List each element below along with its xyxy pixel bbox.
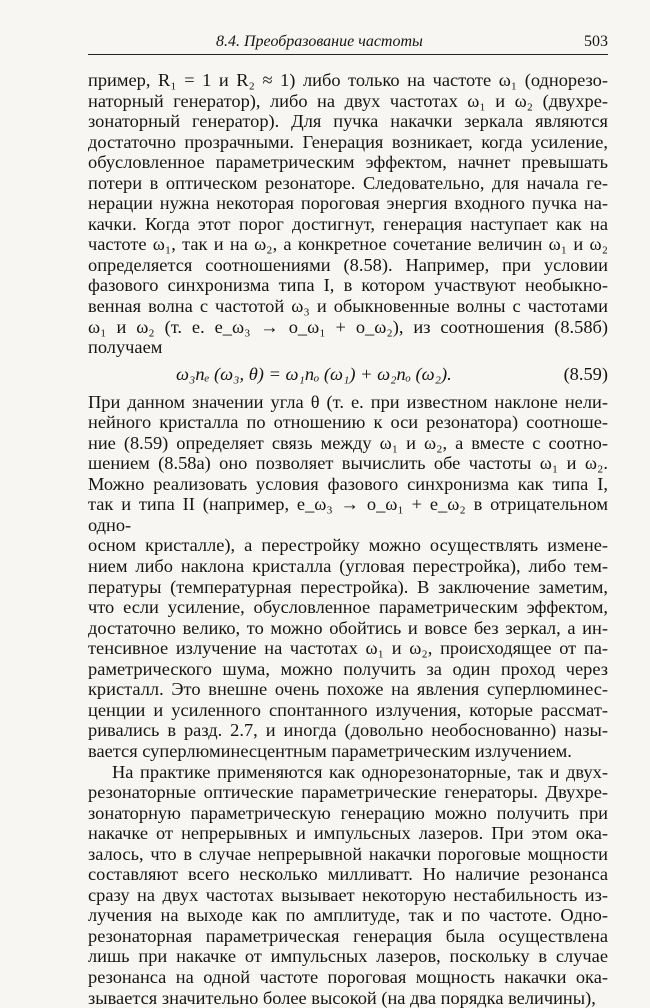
text-line: нейного кристалла по отношению к оси резонатора) соотноше- (88, 412, 608, 433)
text-line: Можно реализовать условия фазового синхронизма как типа I, (88, 474, 608, 495)
equation-number: (8.59) (564, 364, 608, 385)
text-line: достаточно прозрачными. Генерация возникает, когда усиление, (88, 132, 608, 153)
text-line: ривались в разд. 2.7, и иногда (довольно необоснованно) назы- (88, 720, 608, 741)
text-line: нием либо наклона кристалла (угловая перестройка), либо тем- (88, 556, 608, 577)
text-line: тенсивное излучение на частотах ω₁ и ω₂, происходящее от па- (88, 638, 608, 659)
text-line: частоте ω₁, так и на ω₂, а конкретное сочетание величин ω₁ и ω₂ (88, 234, 608, 255)
text-line: резонаторные оптические параметрические генераторы. Двухре- (88, 782, 608, 803)
paragraph-2 (88, 392, 608, 762)
text-line: венная волна с частотой ω₃ и обыкновенные волны с частотами (88, 296, 608, 317)
page-number: 503 (584, 33, 608, 51)
text-line: так и типа II (например, e_ω₃ → o_ω₁ + e_ω₂ в отрицательном одно- (88, 494, 608, 535)
text-line: лучения на выходе как по амплитуде, так и по частоте. Одно- (88, 905, 608, 926)
text-line: зонаторную параметрическую генерацию можно получить при (88, 803, 608, 824)
text-line: При данном значении угла θ (т. е. при известном наклоне нели- (88, 392, 608, 413)
text-line: нерации нужна некоторая пороговая энергия входного пучка на- (88, 193, 608, 214)
text-line: залось, что в случае непрерывной накачки пороговые мощности (88, 844, 608, 865)
text-line: резонанса на одной частоте пороговая мощность накачки ока- (88, 967, 608, 988)
text-line: сразу на двух частотах вызывает некоторую нестабильность из- (88, 885, 608, 906)
text-line: лишь при накачке от импульсных лазеров, поскольку в случае (88, 946, 608, 967)
text-line: осном кристалле), а перестройку можно осуществлять измене- (88, 535, 608, 556)
text-line: потери в оптическом резонаторе. Следовательно, для начала ге- (88, 173, 608, 194)
text-line: раметрического шума, можно получить за один проход через (88, 659, 608, 680)
running-title: 8.4. Преобразование частоты (216, 33, 423, 51)
text-line: резонаторная параметрическая генерация была осуществлена (88, 926, 608, 947)
text-line: ценции и усиленного спонтанного излучения, которые рассмат- (88, 700, 608, 721)
text-line: фазового синхронизма типа I, в котором участвуют необыкно- (88, 275, 608, 296)
text-line: На практике применяются как однорезонаторные, так и двух- (88, 762, 608, 783)
equation-row (88, 358, 608, 392)
text-line: ω₁ и ω₂ (т. е. e_ω₃ → o_ω₁ + o_ω₂), из соотношения (8.58б) получаем (88, 317, 608, 358)
text-line: достаточно велико, то можно обойтись и вовсе без зеркал, а ин- (88, 618, 608, 639)
text-line: что если усиление, обусловленное параметрическим эффектом, (88, 597, 608, 618)
text-line: пературы (температурная перестройка). В заключение заметим, (88, 577, 608, 598)
page-header (88, 30, 608, 55)
text-line: кристалл. Это внешне очень похоже на явления суперлюминес- (88, 679, 608, 700)
text-line: наторный генератор), либо на двух частотах ω₁ и ω₂ (двухре- (88, 91, 608, 112)
text-line: шением (8.58а) оно позволяет вычислить обе частоты ω₁ и ω₂. (88, 453, 608, 474)
paragraph-1 (88, 70, 608, 358)
text-line: вается суперлюминесцентным параметрическим излучением. (88, 741, 608, 762)
text-line: качки. Когда этот порог достигнут, генерация наступает как на (88, 214, 608, 235)
text-line: накачке от непрерывных и импульсных лазеров. При этом ока- (88, 823, 608, 844)
text-line: пример, R₁ = 1 и R₂ ≈ 1) либо только на частоте ω₁ (однорезо- (88, 70, 608, 91)
text-line: зывается значительно более высокой (на два порядка величины), (88, 988, 608, 1008)
text-line: ние (8.59) определяет связь между ω₁ и ω₂, а вместе с соотно- (88, 433, 608, 454)
body-text (88, 70, 608, 1008)
text-line: составляют всего несколько милливатт. Но наличие резонанса (88, 864, 608, 885)
paragraph-3 (88, 762, 608, 1008)
text-line: определяется соотношениями (8.58). Например, при условии (88, 255, 608, 276)
text-line: зонаторный генератор). Для пучка накачки зеркала являются (88, 111, 608, 132)
equation: ω₃nₑ (ω₃, θ) = ω₁nₒ (ω₁) + ω₂nₒ (ω₂). (176, 364, 452, 385)
text-line: обусловленное параметрическим эффектом, начнет превышать (88, 152, 608, 173)
